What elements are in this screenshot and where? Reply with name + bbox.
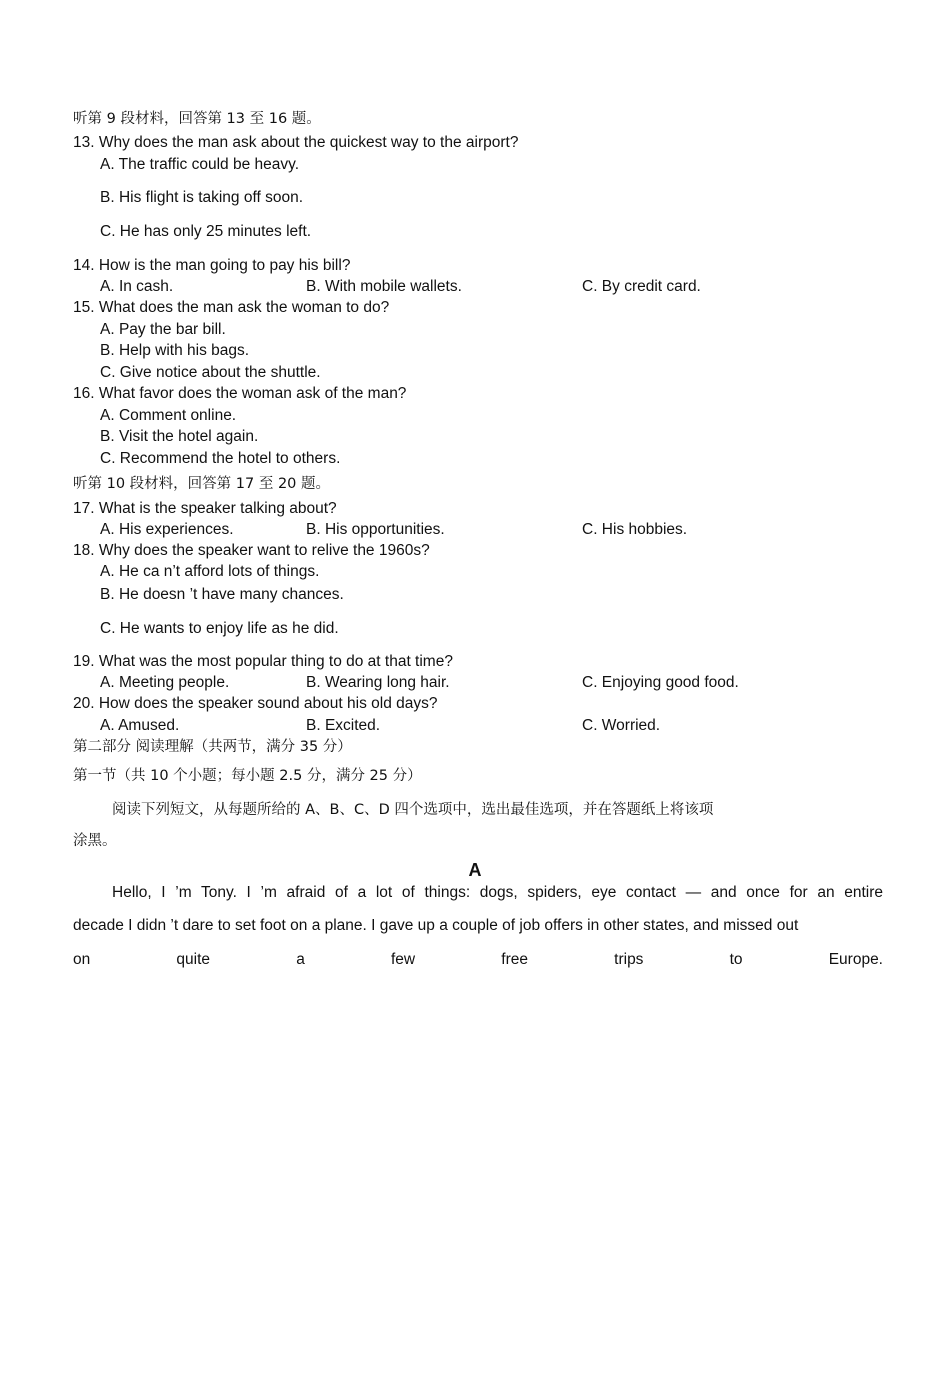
question-15-option-b: B. Help with his bags. xyxy=(100,342,250,359)
question-19-stem: 19. What was the most popular thing to do at that time? xyxy=(73,653,453,670)
question-19-option-a: A. Meeting people. xyxy=(100,674,230,691)
question-13-option-c: C. He has only 25 minutes left. xyxy=(100,223,312,240)
section-10-heading: 听第 10 段材料，回答第 17 至 20 题。 xyxy=(73,476,331,492)
question-17-option-a: A. His experiences. xyxy=(100,521,234,538)
question-14-option-c: C. By credit card. xyxy=(582,278,701,295)
question-16-option-a: A. Comment online. xyxy=(100,407,237,424)
question-15-stem: 15. What does the man ask the woman to do? xyxy=(73,299,390,316)
question-13-option-b: B. His flight is taking off soon. xyxy=(100,189,304,206)
question-16-option-c: C. Recommend the hotel to others. xyxy=(100,450,341,467)
instructions-line-2: 涂黑。 xyxy=(73,833,117,849)
passage-line-3: on quite a few free trips to Europe. xyxy=(73,951,883,968)
question-14-option-a: A. In cash. xyxy=(100,278,174,295)
part-two-heading: 第二部分 阅读理解（共两节，满分 35 分） xyxy=(73,739,352,755)
question-20-option-b: B. Excited. xyxy=(306,717,381,734)
question-14-option-b: B. With mobile wallets. xyxy=(306,278,462,295)
question-19-option-c: C. Enjoying good food. xyxy=(582,674,739,691)
question-19-option-b: B. Wearing long hair. xyxy=(306,674,450,691)
section-one-heading: 第一节（共 10 个小题；每小题 2.5 分，满分 25 分） xyxy=(73,768,422,784)
question-13-stem: 13. Why does the man ask about the quickest way to the airport? xyxy=(73,134,519,151)
question-20-option-a: A. Amused. xyxy=(100,717,180,734)
question-20-option-c: C. Worried. xyxy=(582,717,661,734)
section-9-heading: 听第 9 段材料，回答第 13 至 16 题。 xyxy=(73,111,321,127)
question-17-stem: 17. What is the speaker talking about? xyxy=(73,500,337,517)
question-17-option-c: C. His hobbies. xyxy=(582,521,688,538)
passage-line-2: decade I didn ’t dare to set foot on a plane. I gave up a couple of job offers in other states, and missed out xyxy=(73,917,799,934)
question-18-option-c: C. He wants to enjoy life as he did. xyxy=(100,620,339,637)
question-18-option-b: B. He doesn ’t have many chances. xyxy=(100,586,344,603)
question-16-option-b: B. Visit the hotel again. xyxy=(100,428,259,445)
question-15-option-c: C. Give notice about the shuttle. xyxy=(100,364,321,381)
instructions-line-1: 阅读下列短文，从每题所给的 A、B、C、D 四个选项中，选出最佳选项，并在答题纸上将该项 xyxy=(112,802,714,818)
question-16-stem: 16. What favor does the woman ask of the man? xyxy=(73,385,407,402)
passage-line-1: Hello, I ’m Tony. I ’m afraid of a lot of things: dogs, spiders, eye contact — and once for an entire xyxy=(112,884,883,901)
question-13-option-a: A. The traffic could be heavy. xyxy=(100,156,300,173)
passage-title: A xyxy=(468,860,482,880)
question-17-option-b: B. His opportunities. xyxy=(306,521,445,538)
question-15-option-a: A. Pay the bar bill. xyxy=(100,321,226,338)
question-18-stem: 18. Why does the speaker want to relive the 1960s? xyxy=(73,542,430,559)
question-14-stem: 14. How is the man going to pay his bill? xyxy=(73,257,351,274)
question-20-stem: 20. How does the speaker sound about his old days? xyxy=(73,695,438,712)
question-18-option-a: A. He ca n’t afford lots of things. xyxy=(100,563,320,580)
